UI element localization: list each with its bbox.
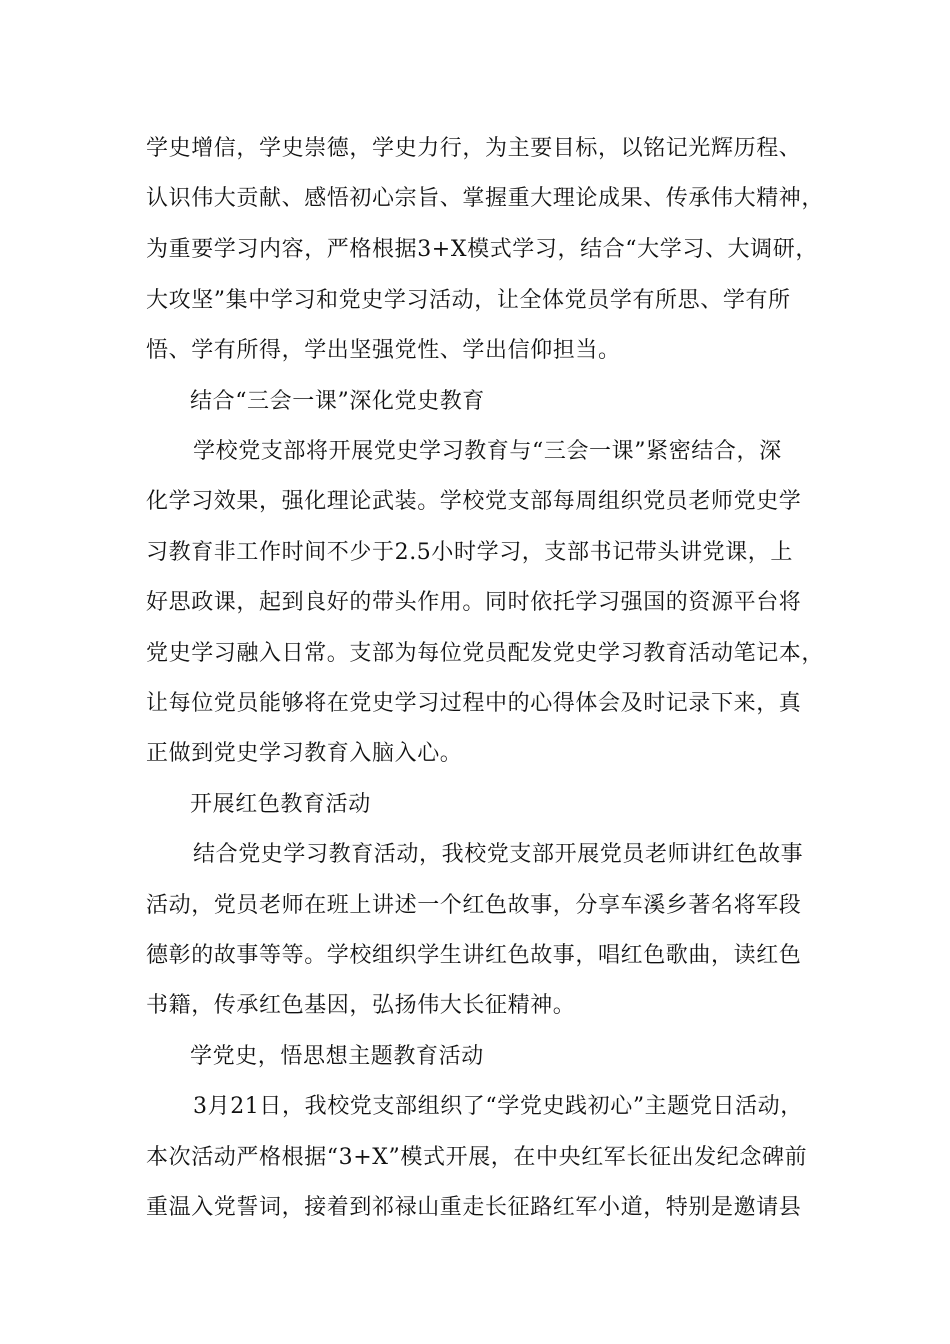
paragraph-line: 结合党史学习教育活动，我校党支部开展党员老师讲红色故事 [193,842,804,867]
paragraph-line: 党史学习融入日常。支部为每位党员配发党史学习教育活动笔记本， [146,641,825,666]
paragraph-line: 3月21日，我校党支部组织了“学党史践初心”主题党日活动， [193,1094,803,1119]
paragraph-line: 德彰的故事等等。学校组织学生讲红色故事，唱红色歌曲，读红色 [146,943,802,968]
section-heading: 开展红色教育活动 [190,792,371,817]
paragraph-line: 让每位党员能够将在党史学习过程中的心得体会及时记录下来，真 [146,691,802,716]
paragraph-line: 大攻坚”集中学习和党史学习活动，让全体党员学有所思、学有所 [146,288,791,313]
paragraph-line: 认识伟大贡献、感悟初心宗旨、掌握重大理论成果、传承伟大精神， [146,186,825,211]
paragraph-line: 活动，党员老师在班上讲述一个红色故事，分享车溪乡著名将军段 [146,893,802,918]
paragraph-line: 正做到党史学习教育入脑入心。 [146,741,463,766]
paragraph-line: 好思政课，起到良好的带头作用。同时依托学习强国的资源平台将 [146,590,802,615]
section-heading: 结合“三会一课”深化党史教育 [190,389,485,414]
section-heading: 学党史，悟思想主题教育活动 [190,1044,484,1069]
paragraph-line: 重温入党誓词，接着到祁禄山重走长征路红军小道，特别是邀请县 [146,1195,802,1220]
paragraph-line: 学史增信，学史崇德，学史力行，为主要目标，以铭记光辉历程、 [146,136,802,161]
paragraph-line: 化学习效果，强化理论武装。学校党支部每周组织党员老师党史学 [146,489,802,514]
paragraph-line: 学校党支部将开展党史学习教育与“三会一课”紧密结合，深 [193,439,782,464]
paragraph-line: 为重要学习内容，严格根据3+X模式学习，结合“大学习、大调研， [146,237,818,262]
paragraph-line: 书籍，传承红色基因，弘扬伟大长征精神。 [146,993,576,1018]
paragraph-line: 悟、学有所得，学出坚强党性、学出信仰担当。 [146,338,621,363]
paragraph-line: 习教育非工作时间不少于2.5小时学习，支部书记带头讲党课，上 [146,540,793,565]
paragraph-line: 本次活动严格根据“3+X”模式开展，在中央红军长征出发纪念碑前 [146,1145,808,1170]
